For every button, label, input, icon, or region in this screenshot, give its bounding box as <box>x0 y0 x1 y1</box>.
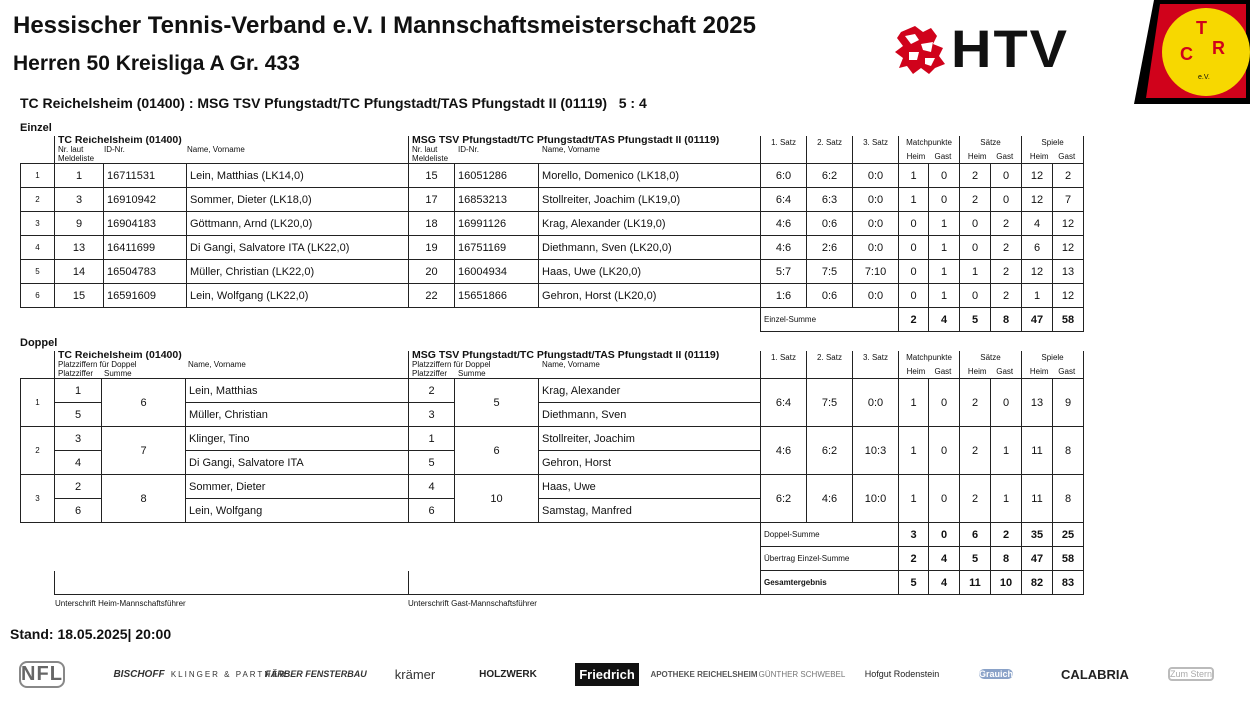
uebertrag-sg: 8 <box>991 547 1022 571</box>
home-nr: 1 <box>55 164 104 188</box>
guest-id: 16004934 <box>455 260 539 284</box>
tcr-ev: e.V. <box>1198 74 1210 81</box>
home-pz: 4 <box>55 451 102 475</box>
gesamt-sh: 11 <box>960 571 991 595</box>
guest-id: 16751169 <box>455 236 539 260</box>
col-pz-guest: Platzziffern für Doppel <box>412 360 491 369</box>
gesamt-mpg: 4 <box>929 571 960 595</box>
pair-number: 2 <box>21 427 55 475</box>
set2: 6:3 <box>807 188 853 212</box>
set3: 0:0 <box>853 236 899 260</box>
gast-label: Gast <box>1058 152 1076 161</box>
score-sh: 0 <box>960 212 991 236</box>
set2: 7:5 <box>807 379 853 427</box>
col-spiele-doppel: Spiele <box>1041 353 1064 362</box>
doppel-label: Doppel <box>20 337 58 349</box>
score-gh: 4 <box>1022 212 1053 236</box>
tcr-letter-c: C <box>1180 44 1193 64</box>
col-pz1-guest: Platzziffer <box>412 369 447 378</box>
col-id: ID-Nr. <box>104 145 125 154</box>
doppel-table <box>20 351 1084 595</box>
set1: 1:6 <box>761 284 807 308</box>
einzel-sum-row <box>21 308 1084 332</box>
tcr-letter-t: T <box>1196 18 1207 38</box>
uebertrag-gg: 58 <box>1053 547 1084 571</box>
score-gh: 12 <box>1022 188 1053 212</box>
set2: 6:2 <box>807 164 853 188</box>
einzel-sum-gh: 47 <box>1022 308 1053 332</box>
gesamt-row <box>21 571 1084 595</box>
score-gg: 7 <box>1053 188 1084 212</box>
home-pz: 6 <box>55 499 102 523</box>
gast-label: Gast <box>996 152 1014 161</box>
score-mph: 0 <box>899 212 929 236</box>
set3: 0:0 <box>853 212 899 236</box>
home-id: 16711531 <box>104 164 187 188</box>
col-name-doppel: Name, Vorname <box>188 360 246 369</box>
col-matchpunkte: Matchpunkte <box>906 138 952 147</box>
einzel-row <box>21 284 1084 308</box>
score-sg: 0 <box>991 379 1022 427</box>
home-pz: 2 <box>55 475 102 499</box>
pair-number: 1 <box>21 379 55 427</box>
guest-player: Gehron, Horst (LK20,0) <box>539 284 761 308</box>
home-id: 16910942 <box>104 188 187 212</box>
set3: 10:3 <box>853 427 899 475</box>
col-name: Name, Vorname <box>187 145 245 154</box>
score-mpg: 1 <box>929 212 960 236</box>
home-player: Di Gangi, Salvatore ITA <box>186 451 409 475</box>
guest-pz: 4 <box>409 475 455 499</box>
guest-nr: 15 <box>409 164 455 188</box>
score-gh: 1 <box>1022 284 1053 308</box>
home-player: Lein, Matthias (LK14,0) <box>187 164 409 188</box>
home-sum: 8 <box>102 475 186 523</box>
htv-text: HTV <box>951 18 1069 79</box>
doppel-row <box>21 475 1084 499</box>
set1: 4:6 <box>761 427 807 475</box>
col-spiele: Spiele <box>1041 138 1064 147</box>
set2: 0:6 <box>807 284 853 308</box>
score-sh: 2 <box>960 188 991 212</box>
score-sg: 2 <box>991 284 1022 308</box>
set1: 5:7 <box>761 260 807 284</box>
einzel-row <box>21 188 1084 212</box>
score-gg: 2 <box>1053 164 1084 188</box>
sponsor-logo: NFL <box>6 648 78 700</box>
col-matchpunkte-doppel: Matchpunkte <box>906 353 952 362</box>
home-player: Müller, Christian (LK22,0) <box>187 260 409 284</box>
sponsor-logo: KLINGER & PARTNER <box>170 669 288 679</box>
sponsor-logo: BISCHOFF <box>113 668 165 680</box>
row-number: 4 <box>21 236 55 260</box>
sponsor-logo: krämer <box>394 666 436 682</box>
sponsor-logo: APOTHEKE REICHELSHEIM <box>650 669 758 679</box>
score-gg: 8 <box>1053 475 1084 523</box>
home-player: Sommer, Dieter <box>186 475 409 499</box>
guest-sum: 10 <box>455 475 539 523</box>
guest-player: Morello, Domenico (LK18,0) <box>539 164 761 188</box>
score-gh: 11 <box>1022 427 1053 475</box>
guest-player: Haas, Uwe (LK20,0) <box>539 260 761 284</box>
set3: 0:0 <box>853 188 899 212</box>
score-mpg: 1 <box>929 284 960 308</box>
uebertrag-mph: 2 <box>899 547 929 571</box>
row-number: 5 <box>21 260 55 284</box>
score-gh: 12 <box>1022 164 1053 188</box>
einzel-sum-sg: 8 <box>991 308 1022 332</box>
score-sg: 2 <box>991 236 1022 260</box>
match-title: TC Reichelsheim (01400) : MSG TSV Pfungstadt/TC Pfungstadt/TAS Pfungstadt II (01119) 5 : 4 <box>20 95 647 111</box>
gast-label: Gast <box>996 367 1014 376</box>
score-mpg: 0 <box>929 379 960 427</box>
signature-home-box[interactable] <box>55 571 409 595</box>
uebertrag-mpg: 4 <box>929 547 960 571</box>
home-player: Müller, Christian <box>186 403 409 427</box>
home-nr: 15 <box>55 284 104 308</box>
score-sh: 2 <box>960 475 991 523</box>
einzel-label: Einzel <box>20 122 52 134</box>
set3: 7:10 <box>853 260 899 284</box>
guest-player: Stollreiter, Joachim (LK19,0) <box>539 188 761 212</box>
col-id-guest: ID-Nr. <box>458 145 479 154</box>
score-mph: 0 <box>899 260 929 284</box>
score-gg: 12 <box>1053 236 1084 260</box>
einzel-sum-label: Einzel-Summe <box>761 308 899 332</box>
score-mpg: 1 <box>929 236 960 260</box>
set2: 7:5 <box>807 260 853 284</box>
col-satz3-doppel: 3. Satz <box>853 351 899 379</box>
uebertrag-sh: 5 <box>960 547 991 571</box>
set2: 4:6 <box>807 475 853 523</box>
sponsor-logo: FÄRBER FENSTERBAU <box>265 669 367 679</box>
score-mpg: 0 <box>929 188 960 212</box>
col-satz1-doppel: 1. Satz <box>761 351 807 379</box>
score-sg: 0 <box>991 188 1022 212</box>
score-sh: 2 <box>960 427 991 475</box>
guest-team-name-doppel: MSG TSV Pfungstadt/TC Pfungstadt/TAS Pfungstadt II (01119) <box>412 351 720 361</box>
einzel-table <box>20 136 1084 332</box>
row-number: 6 <box>21 284 55 308</box>
doppel-sum-sg: 2 <box>991 523 1022 547</box>
signature-guest: Unterschrift Gast-Mannschaftsführer <box>408 599 537 608</box>
score-sh: 2 <box>960 164 991 188</box>
htv-logo <box>893 18 1105 79</box>
heim-label: Heim <box>1029 152 1049 161</box>
set1: 4:6 <box>761 212 807 236</box>
col-summe: Summe <box>104 369 132 378</box>
einzel-row <box>21 260 1084 284</box>
score-mph: 1 <box>899 427 929 475</box>
heim-label: Heim <box>906 152 926 161</box>
guest-pz: 1 <box>409 427 455 451</box>
score-sh: 0 <box>960 236 991 260</box>
page-title: Hessischer Tennis-Verband e.V. I Mannschaftsmeisterschaft 2025 <box>13 12 756 39</box>
set1: 6:2 <box>761 475 807 523</box>
home-player: Lein, Wolfgang <box>186 499 409 523</box>
einzel-row <box>21 164 1084 188</box>
gesamt-gg: 83 <box>1053 571 1084 595</box>
set2: 2:6 <box>807 236 853 260</box>
guest-player: Krag, Alexander <box>539 379 761 403</box>
guest-sum: 6 <box>455 427 539 475</box>
score-mph: 1 <box>899 188 929 212</box>
home-player: Göttmann, Arnd (LK20,0) <box>187 212 409 236</box>
doppel-sum-row <box>21 523 1084 547</box>
gast-label: Gast <box>934 152 952 161</box>
score-sg: 2 <box>991 212 1022 236</box>
score-gh: 13 <box>1022 379 1053 427</box>
doppel-sum-mph: 3 <box>899 523 929 547</box>
score-sh: 1 <box>960 260 991 284</box>
guest-pz: 2 <box>409 379 455 403</box>
set3: 0:0 <box>853 379 899 427</box>
score-sg: 2 <box>991 260 1022 284</box>
score-gh: 12 <box>1022 260 1053 284</box>
doppel-sum-gh: 35 <box>1022 523 1053 547</box>
home-pz: 3 <box>55 427 102 451</box>
home-pz: 5 <box>55 403 102 427</box>
doppel-row <box>21 427 1084 451</box>
home-sum: 7 <box>102 427 186 475</box>
heim-label: Heim <box>967 152 987 161</box>
guest-nr: 18 <box>409 212 455 236</box>
gesamt-label: Gesamtergebnis <box>761 571 899 595</box>
score-sh: 2 <box>960 379 991 427</box>
home-player: Di Gangi, Salvatore ITA (LK22,0) <box>187 236 409 260</box>
guest-nr: 17 <box>409 188 455 212</box>
einzel-sum-gg: 58 <box>1053 308 1084 332</box>
guest-player: Krag, Alexander (LK19,0) <box>539 212 761 236</box>
set1: 6:4 <box>761 188 807 212</box>
col-name-doppel-guest: Name, Vorname <box>542 360 600 369</box>
score-mph: 0 <box>899 236 929 260</box>
score-sg: 1 <box>991 475 1022 523</box>
heim-label: Heim <box>967 367 987 376</box>
col-summe-guest: Summe <box>458 369 486 378</box>
einzel-header <box>21 136 1084 164</box>
tcr-letter-r: R <box>1212 38 1225 58</box>
col-satz2: 2. Satz <box>807 136 853 164</box>
einzel-row <box>21 236 1084 260</box>
sponsor-logo: Friedrich <box>570 648 644 700</box>
score-gg: 9 <box>1053 379 1084 427</box>
match-score: 5 : 4 <box>618 95 647 111</box>
heim-label: Heim <box>1029 367 1049 376</box>
guest-player: Haas, Uwe <box>539 475 761 499</box>
tcr-logo <box>1134 0 1250 104</box>
set1: 6:0 <box>761 164 807 188</box>
set3: 0:0 <box>853 284 899 308</box>
signature-home: Unterschrift Heim-Mannschaftsführer <box>55 599 186 608</box>
gesamt-gh: 82 <box>1022 571 1053 595</box>
league-title: Herren 50 Kreisliga A Gr. 433 <box>13 52 300 75</box>
guest-sum: 5 <box>455 379 539 427</box>
home-team-name: TC Reichelsheim (01400) <box>58 136 182 146</box>
einzel-sum-mpg: 4 <box>929 308 960 332</box>
heim-label: Heim <box>906 367 926 376</box>
einzel-sum-sh: 5 <box>960 308 991 332</box>
score-gg: 12 <box>1053 284 1084 308</box>
home-id: 16904183 <box>104 212 187 236</box>
doppel-sum-gg: 25 <box>1053 523 1084 547</box>
set3: 0:0 <box>853 164 899 188</box>
guest-id: 16051286 <box>455 164 539 188</box>
score-mph: 0 <box>899 284 929 308</box>
sponsor-logo: Grauich <box>978 669 1013 679</box>
score-gg: 8 <box>1053 427 1084 475</box>
pair-number: 3 <box>21 475 55 523</box>
home-sum: 6 <box>102 379 186 427</box>
col-saetze: Sätze <box>980 138 1001 147</box>
sponsor-logo: HOLZWERK <box>479 668 537 680</box>
col-pz1: Platzziffer <box>58 369 93 378</box>
einzel-row <box>21 212 1084 236</box>
set1: 4:6 <box>761 236 807 260</box>
guest-pz: 6 <box>409 499 455 523</box>
uebertrag-label: Übertrag Einzel-Summe <box>761 547 899 571</box>
guest-nr: 20 <box>409 260 455 284</box>
col-satz2-doppel: 2. Satz <box>807 351 853 379</box>
guest-player: Gehron, Horst <box>539 451 761 475</box>
home-team-name-doppel: TC Reichelsheim (01400) <box>58 351 182 361</box>
guest-player: Diethmann, Sven (LK20,0) <box>539 236 761 260</box>
home-nr: 3 <box>55 188 104 212</box>
guest-nr: 22 <box>409 284 455 308</box>
spacer <box>21 308 761 332</box>
home-nr: 14 <box>55 260 104 284</box>
doppel-sum-mpg: 0 <box>929 523 960 547</box>
col-satz1: 1. Satz <box>761 136 807 164</box>
uebertrag-gh: 47 <box>1022 547 1053 571</box>
home-nr: 13 <box>55 236 104 260</box>
home-id: 16591609 <box>104 284 187 308</box>
guest-id: 16991126 <box>455 212 539 236</box>
home-pz: 1 <box>55 379 102 403</box>
home-id: 16411699 <box>104 236 187 260</box>
guest-id: 15651866 <box>455 284 539 308</box>
score-mpg: 0 <box>929 475 960 523</box>
uebertrag-row <box>21 547 1084 571</box>
score-mpg: 1 <box>929 260 960 284</box>
sponsor-logo: GÜNTHER SCHWEBEL <box>758 669 846 679</box>
score-mph: 1 <box>899 379 929 427</box>
doppel-sum-label: Doppel-Summe <box>761 523 899 547</box>
guest-pz: 3 <box>409 403 455 427</box>
sponsor-logo: Hofgut Rodenstein <box>864 669 940 679</box>
home-id: 16504783 <box>104 260 187 284</box>
score-mpg: 0 <box>929 164 960 188</box>
guest-nr: 19 <box>409 236 455 260</box>
gesamt-mph: 5 <box>899 571 929 595</box>
home-player: Lein, Matthias <box>186 379 409 403</box>
score-sg: 0 <box>991 164 1022 188</box>
doppel-header <box>21 351 1084 379</box>
guest-player: Samstag, Manfred <box>539 499 761 523</box>
score-gg: 12 <box>1053 212 1084 236</box>
guest-pz: 5 <box>409 451 455 475</box>
score-mph: 1 <box>899 475 929 523</box>
doppel-sum-sh: 6 <box>960 523 991 547</box>
score-sh: 0 <box>960 284 991 308</box>
score-gh: 11 <box>1022 475 1053 523</box>
sponsor-logo: CALABRIA <box>1061 666 1129 682</box>
score-sg: 1 <box>991 427 1022 475</box>
guest-team-name: MSG TSV Pfungstadt/TC Pfungstadt/TAS Pfungstadt II (01119) <box>412 136 720 146</box>
einzel-sum-mph: 2 <box>899 308 929 332</box>
set2: 0:6 <box>807 212 853 236</box>
spacer <box>21 571 55 595</box>
home-player: Sommer, Dieter (LK18,0) <box>187 188 409 212</box>
col-saetze-doppel: Sätze <box>980 353 1001 362</box>
sponsor-logo: Zum Stern <box>1169 669 1212 679</box>
row-number: 2 <box>21 188 55 212</box>
col-name-guest: Name, Vorname <box>542 145 600 154</box>
col-satz3: 3. Satz <box>853 136 899 164</box>
gast-label: Gast <box>1058 367 1076 376</box>
signature-guest-box[interactable] <box>409 571 761 595</box>
score-mpg: 0 <box>929 427 960 475</box>
col-nr-guest: Nr. laut Meldeliste <box>412 145 449 163</box>
row-number: 3 <box>21 212 55 236</box>
gast-label: Gast <box>934 367 952 376</box>
stand-timestamp: Stand: 18.05.2025| 20:00 <box>10 626 172 642</box>
col-pz: Platzziffern für Doppel <box>58 360 137 369</box>
doppel-row <box>21 379 1084 403</box>
guest-id: 16853213 <box>455 188 539 212</box>
spacer <box>21 547 761 571</box>
row-number: 1 <box>21 164 55 188</box>
guest-player: Stollreiter, Joachim <box>539 427 761 451</box>
home-player: Klinger, Tino <box>186 427 409 451</box>
hessen-lion-icon <box>893 22 953 78</box>
score-gh: 6 <box>1022 236 1053 260</box>
set3: 10:0 <box>853 475 899 523</box>
home-nr: 9 <box>55 212 104 236</box>
guest-player: Diethmann, Sven <box>539 403 761 427</box>
score-mph: 1 <box>899 164 929 188</box>
score-gg: 13 <box>1053 260 1084 284</box>
spacer <box>21 523 761 547</box>
gesamt-sg: 10 <box>991 571 1022 595</box>
set1: 6:4 <box>761 379 807 427</box>
set2: 6:2 <box>807 427 853 475</box>
col-nr: Nr. laut Meldeliste <box>58 145 95 163</box>
home-player: Lein, Wolfgang (LK22,0) <box>187 284 409 308</box>
